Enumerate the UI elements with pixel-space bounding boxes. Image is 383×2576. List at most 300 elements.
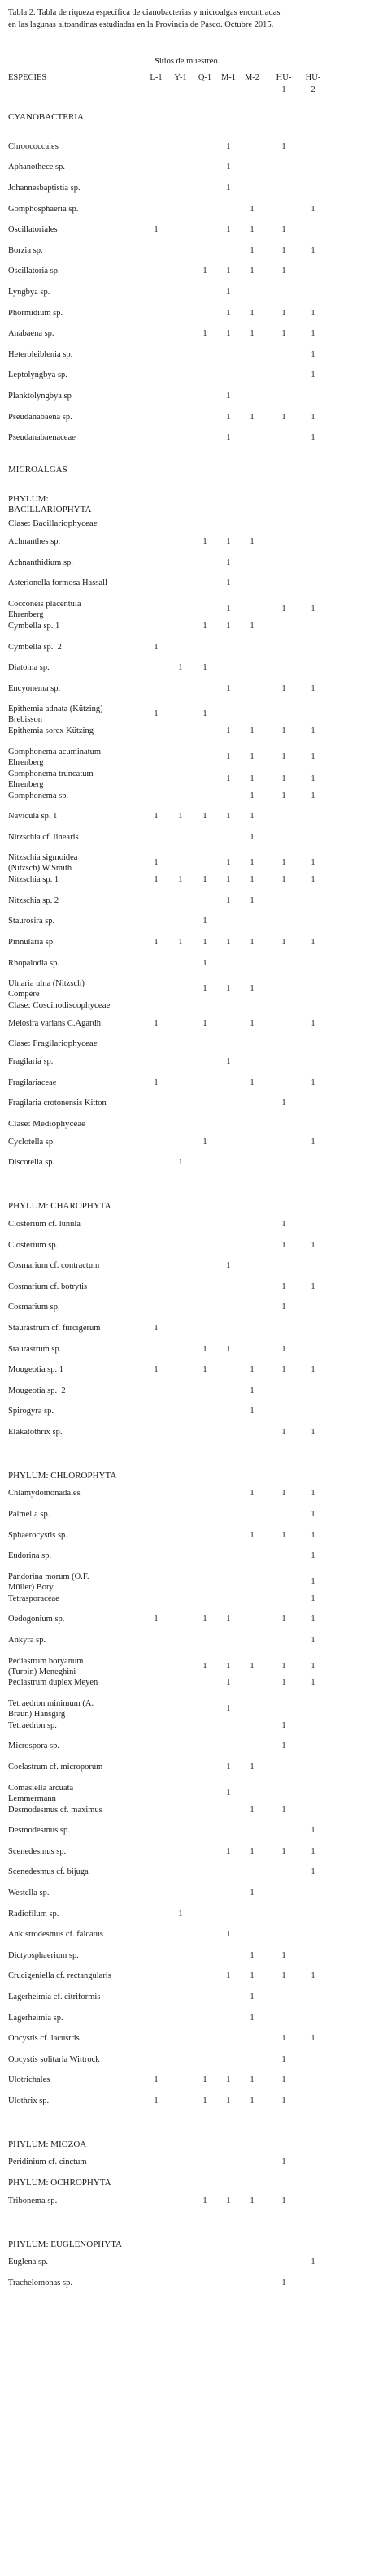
species-name: Discotella sp. bbox=[8, 1158, 55, 1168]
species-name: Planktolyngbya sp bbox=[8, 392, 72, 401]
species-name: Crucigeniella cf. rectangularis bbox=[8, 1971, 111, 1981]
species-name: Tetraedron minimum (A. Braun) Hansgirg bbox=[8, 1699, 94, 1719]
species-name: Pseudanabaenaceae bbox=[8, 433, 76, 443]
presence-mark: 1 bbox=[226, 2096, 231, 2105]
presence-mark: 1 bbox=[311, 1867, 316, 1877]
presence-mark: 1 bbox=[311, 371, 316, 380]
presence-mark: 1 bbox=[226, 858, 231, 868]
presence-mark: 1 bbox=[154, 1365, 159, 1375]
presence-mark: 1 bbox=[226, 184, 231, 193]
presence-mark: 1 bbox=[311, 1078, 316, 1087]
species-name: Gomphonema truncatum Ehrenberg bbox=[8, 769, 94, 789]
presence-mark: 1 bbox=[281, 2196, 286, 2205]
presence-mark: 1 bbox=[250, 896, 255, 905]
presence-mark: 1 bbox=[226, 412, 231, 422]
presence-mark: 1 bbox=[311, 858, 316, 868]
presence-mark: 1 bbox=[281, 2054, 286, 2064]
section-heading: PHYLUM: CHLOROPHYTA bbox=[8, 1470, 117, 1481]
site-column-header: M-2 bbox=[244, 73, 260, 82]
presence-mark: 1 bbox=[178, 938, 183, 948]
presence-mark: 1 bbox=[226, 683, 231, 693]
section-heading: Clase: Fragilariophyceae bbox=[8, 1039, 98, 1049]
species-name: Spirogyra sp. bbox=[8, 1407, 54, 1416]
presence-mark: 1 bbox=[311, 1018, 316, 1028]
presence-mark: 1 bbox=[311, 1635, 316, 1645]
species-name: Nitzschia sp. 1 bbox=[8, 875, 59, 885]
presence-mark: 1 bbox=[154, 875, 159, 885]
species-name: Nitzschia sigmoidea (Nitzsch) W.Smith bbox=[8, 853, 78, 874]
section-heading: PHYLUM: OCHROPHYTA bbox=[8, 2178, 111, 2188]
presence-mark: 1 bbox=[226, 1678, 231, 1688]
presence-mark: 1 bbox=[178, 663, 183, 673]
presence-mark: 1 bbox=[311, 1678, 316, 1688]
section-heading: PHYLUM: MIOZOA bbox=[8, 2139, 87, 2149]
presence-mark: 1 bbox=[281, 1099, 286, 1108]
species-name: Leptolyngbya sp. bbox=[8, 371, 67, 380]
presence-mark: 1 bbox=[226, 1057, 231, 1067]
species-name: Lyngbya sp. bbox=[8, 288, 50, 297]
section-heading: PHYLUM: BACILLARIOPHYTA bbox=[8, 493, 92, 514]
species-name: Oscillatoriales bbox=[8, 225, 58, 235]
presence-mark: 1 bbox=[226, 2075, 231, 2085]
presence-mark: 1 bbox=[281, 141, 286, 151]
species-name: Euglena sp. bbox=[8, 2257, 48, 2267]
species-name: Diatoma sp. bbox=[8, 663, 50, 673]
site-column-header: Q-1 bbox=[198, 73, 212, 82]
species-name: Chlamydomonadales bbox=[8, 1489, 81, 1498]
presence-mark: 1 bbox=[250, 621, 255, 631]
species-name: Pandorina morum (O.F. Müller) Bory bbox=[8, 1572, 89, 1592]
presence-mark: 1 bbox=[281, 1281, 286, 1291]
presence-mark: 1 bbox=[281, 1365, 286, 1375]
species-name: Anabaena sp. bbox=[8, 329, 54, 339]
presence-mark: 1 bbox=[178, 812, 183, 822]
presence-mark: 1 bbox=[281, 1950, 286, 1960]
species-name: Borzia sp. bbox=[8, 245, 43, 255]
species-name: Fragilaria sp. bbox=[8, 1057, 54, 1067]
presence-mark: 1 bbox=[281, 267, 286, 276]
presence-mark: 1 bbox=[281, 1661, 286, 1671]
presence-mark: 1 bbox=[311, 1826, 316, 1836]
presence-mark: 1 bbox=[250, 2075, 255, 2085]
presence-mark: 1 bbox=[226, 225, 231, 235]
presence-mark: 1 bbox=[311, 683, 316, 693]
presence-mark: 1 bbox=[250, 1078, 255, 1087]
presence-mark: 1 bbox=[311, 1661, 316, 1671]
species-name: Cosmarium cf. botrytis bbox=[8, 1281, 88, 1291]
species-name: Fragilariaceae bbox=[8, 1078, 57, 1087]
species-name: Achnanthidium sp. bbox=[8, 557, 73, 567]
presence-mark: 1 bbox=[250, 1386, 255, 1395]
presence-mark: 1 bbox=[226, 896, 231, 905]
presence-mark: 1 bbox=[202, 663, 207, 673]
presence-mark: 1 bbox=[226, 1763, 231, 1772]
presence-mark: 1 bbox=[311, 1240, 316, 1250]
species-name: Lagerheimia cf. citriformis bbox=[8, 1992, 101, 2001]
presence-mark: 1 bbox=[226, 1261, 231, 1271]
sampling-sites-header: Sitios de muestreo bbox=[155, 57, 218, 66]
presence-mark: 1 bbox=[202, 621, 207, 631]
presence-mark: 1 bbox=[250, 812, 255, 822]
species-name: Closterium sp. bbox=[8, 1240, 59, 1250]
presence-mark: 1 bbox=[311, 412, 316, 422]
presence-mark: 1 bbox=[311, 605, 316, 614]
presence-mark: 1 bbox=[311, 1615, 316, 1624]
section-heading: CYANOBACTERIA bbox=[8, 112, 84, 122]
presence-mark: 1 bbox=[178, 875, 183, 885]
species-name: Staurastrum sp. bbox=[8, 1344, 62, 1354]
species-name: Oocystis solitaria Wittrock bbox=[8, 2054, 100, 2064]
presence-mark: 1 bbox=[311, 1971, 316, 1981]
presence-mark: 1 bbox=[154, 1078, 159, 1087]
presence-mark: 1 bbox=[202, 875, 207, 885]
presence-mark: 1 bbox=[250, 984, 255, 994]
species-name: Coelastrum cf. microporum bbox=[8, 1763, 103, 1772]
presence-mark: 1 bbox=[202, 1615, 207, 1624]
species-name: Cosmarium sp. bbox=[8, 1303, 60, 1312]
species-name: Comasiella arcuata Lemmermann bbox=[8, 1783, 74, 1803]
species-name: Closterium cf. lunula bbox=[8, 1219, 81, 1229]
presence-mark: 1 bbox=[250, 1805, 255, 1815]
presence-mark: 1 bbox=[281, 1846, 286, 1856]
species-name: Sphaerocystis sp. bbox=[8, 1530, 67, 1540]
species-name: Cyclotella sp. bbox=[8, 1137, 55, 1147]
species-name: Achnanthes sp. bbox=[8, 537, 61, 547]
species-name: Oocystis cf. lacustris bbox=[8, 2034, 80, 2044]
presence-mark: 1 bbox=[281, 308, 286, 318]
presence-mark: 1 bbox=[154, 1323, 159, 1333]
presence-mark: 1 bbox=[281, 412, 286, 422]
presence-mark: 1 bbox=[311, 726, 316, 736]
presence-mark: 1 bbox=[281, 1971, 286, 1981]
presence-mark: 1 bbox=[311, 1530, 316, 1540]
site-column-header: Y-1 bbox=[174, 73, 187, 82]
presence-mark: 1 bbox=[281, 875, 286, 885]
table-caption: Tabla 2. Tabla de riqueza específica de cianobacterias y microalgas encontradas en las lagunas altoandinas estudiadas en la Provincia de Pasco. Octubre 2015. bbox=[8, 8, 281, 29]
presence-mark: 1 bbox=[281, 1427, 286, 1437]
site-column-header: HU- 2 bbox=[305, 73, 321, 94]
presence-mark: 1 bbox=[250, 752, 255, 761]
species-name: Cocconeis placentula Ehrenberg bbox=[8, 600, 81, 620]
species-name: Radiofilum sp. bbox=[8, 1909, 59, 1919]
presence-mark: 1 bbox=[281, 1344, 286, 1354]
presence-mark: 1 bbox=[311, 875, 316, 885]
presence-mark: 1 bbox=[311, 329, 316, 339]
species-name: Mougeotia sp. 2 bbox=[8, 1386, 66, 1395]
presence-mark: 1 bbox=[281, 1720, 286, 1730]
species-name: Elakatothrix sp. bbox=[8, 1427, 63, 1437]
presence-mark: 1 bbox=[202, 984, 207, 994]
presence-mark: 1 bbox=[202, 1018, 207, 1028]
species-name: Rhopalodia sp. bbox=[8, 958, 59, 968]
presence-mark: 1 bbox=[311, 1551, 316, 1561]
species-name: Palmella sp. bbox=[8, 1510, 50, 1520]
presence-mark: 1 bbox=[226, 288, 231, 297]
species-name: Melosira varians C.Agardh bbox=[8, 1018, 102, 1028]
species-name: Tetraedron sp. bbox=[8, 1720, 57, 1730]
presence-mark: 1 bbox=[281, 1303, 286, 1312]
presence-mark: 1 bbox=[154, 2096, 159, 2105]
species-name: Lagerheimia sp. bbox=[8, 2013, 63, 2023]
species-name: Westella sp. bbox=[8, 1888, 50, 1897]
presence-mark: 1 bbox=[226, 1846, 231, 1856]
presence-mark: 1 bbox=[281, 2075, 286, 2085]
presence-mark: 1 bbox=[281, 1489, 286, 1498]
species-name: Tribonema sp. bbox=[8, 2196, 58, 2205]
presence-mark: 1 bbox=[311, 1489, 316, 1498]
presence-mark: 1 bbox=[202, 958, 207, 968]
section-heading: MICROALGAS bbox=[8, 464, 67, 475]
species-name: Gomphosphaeria sp. bbox=[8, 204, 79, 214]
species-name: Heteroleiblenia sp. bbox=[8, 349, 73, 359]
species-name: Gomphonema acuminatum Ehrenberg bbox=[8, 747, 102, 767]
presence-mark: 1 bbox=[250, 329, 255, 339]
species-name: Ulothrix sp. bbox=[8, 2096, 50, 2105]
presence-mark: 1 bbox=[154, 642, 159, 652]
presence-mark: 1 bbox=[154, 709, 159, 719]
presence-mark: 1 bbox=[250, 412, 255, 422]
presence-mark: 1 bbox=[154, 858, 159, 868]
presence-mark: 1 bbox=[202, 2096, 207, 2105]
species-name: Nitzschia cf. linearis bbox=[8, 832, 79, 842]
presence-mark: 1 bbox=[250, 726, 255, 736]
presence-mark: 1 bbox=[226, 605, 231, 614]
presence-mark: 1 bbox=[250, 2196, 255, 2205]
site-column-header: M-1 bbox=[220, 73, 237, 82]
presence-mark: 1 bbox=[311, 938, 316, 948]
presence-mark: 1 bbox=[154, 1018, 159, 1028]
presence-mark: 1 bbox=[281, 726, 286, 736]
presence-mark: 1 bbox=[281, 2158, 286, 2167]
presence-mark: 1 bbox=[250, 308, 255, 318]
species-name: Microspora sp. bbox=[8, 1741, 59, 1751]
presence-mark: 1 bbox=[281, 774, 286, 783]
presence-mark: 1 bbox=[226, 267, 231, 276]
presence-mark: 1 bbox=[311, 245, 316, 255]
presence-mark: 1 bbox=[178, 1158, 183, 1168]
presence-mark: 1 bbox=[226, 875, 231, 885]
species-name: Ulotrichales bbox=[8, 2075, 50, 2085]
presence-mark: 1 bbox=[311, 2257, 316, 2267]
species-name: Desmodesmus sp. bbox=[8, 1826, 70, 1836]
species-name: Trachelomonas sp. bbox=[8, 2278, 72, 2288]
species-name: Pinnularia sp. bbox=[8, 938, 55, 948]
presence-mark: 1 bbox=[202, 1344, 207, 1354]
section-heading: PHYLUM: CHAROPHYTA bbox=[8, 1201, 111, 1212]
presence-mark: 1 bbox=[281, 1805, 286, 1815]
presence-mark: 1 bbox=[281, 791, 286, 800]
presence-mark: 1 bbox=[281, 1678, 286, 1688]
presence-mark: 1 bbox=[250, 1971, 255, 1981]
section-heading: Clase: Bacillariophyceae bbox=[8, 518, 98, 529]
species-name: Cosmarium cf. contractum bbox=[8, 1261, 100, 1271]
presence-mark: 1 bbox=[250, 1530, 255, 1540]
site-column-header: HU- 1 bbox=[276, 73, 292, 94]
presence-mark: 1 bbox=[281, 245, 286, 255]
presence-mark: 1 bbox=[281, 2034, 286, 2044]
presence-mark: 1 bbox=[178, 1909, 183, 1919]
presence-mark: 1 bbox=[250, 938, 255, 948]
species-name: Navicula sp. 1 bbox=[8, 812, 58, 822]
species-name: Mougeotia sp. 1 bbox=[8, 1365, 63, 1375]
species-name: Encyonema sp. bbox=[8, 683, 61, 693]
presence-mark: 1 bbox=[311, 1281, 316, 1291]
presence-mark: 1 bbox=[250, 245, 255, 255]
presence-mark: 1 bbox=[250, 537, 255, 547]
species-name: Desmodesmus cf. maximus bbox=[8, 1805, 102, 1815]
species-name: Oedogonium sp. bbox=[8, 1615, 65, 1624]
site-column-header: L-1 bbox=[150, 73, 163, 82]
presence-mark: 1 bbox=[281, 752, 286, 761]
presence-mark: 1 bbox=[311, 1137, 316, 1147]
presence-mark: 1 bbox=[202, 917, 207, 926]
presence-mark: 1 bbox=[226, 329, 231, 339]
presence-mark: 1 bbox=[250, 858, 255, 868]
species-name: Nitzschia sp. 2 bbox=[8, 896, 59, 905]
presence-mark: 1 bbox=[311, 2034, 316, 2044]
presence-mark: 1 bbox=[311, 349, 316, 359]
presence-mark: 1 bbox=[202, 329, 207, 339]
presence-mark: 1 bbox=[250, 1846, 255, 1856]
presence-mark: 1 bbox=[250, 832, 255, 842]
presence-mark: 1 bbox=[281, 858, 286, 868]
presence-mark: 1 bbox=[250, 267, 255, 276]
presence-mark: 1 bbox=[311, 1594, 316, 1603]
presence-mark: 1 bbox=[281, 1530, 286, 1540]
presence-mark: 1 bbox=[226, 774, 231, 783]
species-name: Eudorina sp. bbox=[8, 1551, 52, 1561]
presence-mark: 1 bbox=[311, 204, 316, 214]
presence-mark: 1 bbox=[226, 726, 231, 736]
presence-mark: 1 bbox=[281, 1240, 286, 1250]
presence-mark: 1 bbox=[226, 557, 231, 567]
presence-mark: 1 bbox=[281, 1219, 286, 1229]
presence-mark: 1 bbox=[226, 308, 231, 318]
section-heading: PHYLUM: EUGLENOPHYTA bbox=[8, 2239, 122, 2249]
species-name: Tetrasporaceae bbox=[8, 1594, 59, 1603]
species-name: Pediastrum boryanum (Turpin) Meneghini bbox=[8, 1656, 84, 1676]
presence-mark: 1 bbox=[311, 433, 316, 443]
species-name: Cymbella sp. 2 bbox=[8, 642, 62, 652]
species-name: Johannesbaptistia sp. bbox=[8, 184, 81, 193]
presence-mark: 1 bbox=[202, 537, 207, 547]
presence-mark: 1 bbox=[250, 225, 255, 235]
presence-mark: 1 bbox=[250, 1763, 255, 1772]
presence-mark: 1 bbox=[250, 791, 255, 800]
presence-mark: 1 bbox=[250, 2013, 255, 2023]
presence-mark: 1 bbox=[154, 938, 159, 948]
presence-mark: 1 bbox=[226, 2196, 231, 2205]
presence-mark: 1 bbox=[250, 1888, 255, 1897]
presence-mark: 1 bbox=[250, 1018, 255, 1028]
presence-mark: 1 bbox=[250, 2096, 255, 2105]
presence-mark: 1 bbox=[311, 1365, 316, 1375]
presence-mark: 1 bbox=[154, 812, 159, 822]
presence-mark: 1 bbox=[281, 605, 286, 614]
presence-mark: 1 bbox=[250, 1992, 255, 2001]
presence-mark: 1 bbox=[250, 204, 255, 214]
species-name: Scenedesmus cf. bijuga bbox=[8, 1867, 89, 1877]
presence-mark: 1 bbox=[250, 1661, 255, 1671]
presence-mark: 1 bbox=[202, 1365, 207, 1375]
species-name: Pseudanabaena sp. bbox=[8, 412, 72, 422]
presence-mark: 1 bbox=[311, 1510, 316, 1520]
presence-mark: 1 bbox=[281, 938, 286, 948]
presence-mark: 1 bbox=[250, 1489, 255, 1498]
presence-mark: 1 bbox=[226, 984, 231, 994]
species-name: Ankistrodesmus cf. falcatus bbox=[8, 1930, 103, 1940]
presence-mark: 1 bbox=[226, 163, 231, 172]
presence-mark: 1 bbox=[226, 1615, 231, 1624]
species-name: Scenedesmus sp. bbox=[8, 1846, 67, 1856]
presence-mark: 1 bbox=[311, 1427, 316, 1437]
species-name: Chroococcales bbox=[8, 141, 59, 151]
presence-mark: 1 bbox=[202, 2196, 207, 2205]
presence-mark: 1 bbox=[226, 392, 231, 401]
presence-mark: 1 bbox=[311, 1576, 316, 1586]
presence-mark: 1 bbox=[311, 791, 316, 800]
presence-mark: 1 bbox=[226, 537, 231, 547]
species-name: Epithemia adnata (Kützing) Brebisson bbox=[8, 705, 103, 725]
section-heading: Clase: Coscinodiscophyceae bbox=[8, 1000, 111, 1011]
presence-mark: 1 bbox=[202, 2075, 207, 2085]
presence-mark: 1 bbox=[311, 774, 316, 783]
presence-mark: 1 bbox=[250, 1365, 255, 1375]
presence-mark: 1 bbox=[226, 433, 231, 443]
species-name: Ankyra sp. bbox=[8, 1635, 46, 1645]
presence-mark: 1 bbox=[202, 709, 207, 719]
presence-mark: 1 bbox=[281, 2278, 286, 2288]
presence-mark: 1 bbox=[281, 225, 286, 235]
species-name: Oscillatoria sp. bbox=[8, 267, 60, 276]
presence-mark: 1 bbox=[154, 225, 159, 235]
presence-mark: 1 bbox=[226, 752, 231, 761]
presence-mark: 1 bbox=[311, 308, 316, 318]
presence-mark: 1 bbox=[226, 1930, 231, 1940]
species-name: Epithemia sorex Kützing bbox=[8, 726, 94, 736]
species-name: Staurastrum cf. furcigerum bbox=[8, 1323, 101, 1333]
presence-mark: 1 bbox=[226, 141, 231, 151]
presence-mark: 1 bbox=[154, 1615, 159, 1624]
species-name: Gomphonema sp. bbox=[8, 791, 69, 800]
species-name: Fragilaria crotonensis Kitton bbox=[8, 1099, 107, 1108]
presence-mark: 1 bbox=[154, 2075, 159, 2085]
presence-mark: 1 bbox=[226, 1344, 231, 1354]
presence-mark: 1 bbox=[250, 774, 255, 783]
species-name: Dictyosphaerium sp. bbox=[8, 1950, 79, 1960]
species-column-header: ESPECIES bbox=[8, 73, 47, 82]
presence-mark: 1 bbox=[226, 1704, 231, 1713]
presence-mark: 1 bbox=[226, 1661, 231, 1671]
section-heading: Clase: Mediophyceae bbox=[8, 1119, 85, 1130]
species-name: Cymbella sp. 1 bbox=[8, 621, 60, 631]
presence-mark: 1 bbox=[311, 752, 316, 761]
species-name: Ulnaria ulna (Nitzsch) Compère bbox=[8, 979, 85, 1000]
presence-mark: 1 bbox=[250, 875, 255, 885]
species-name: Aphanothece sp. bbox=[8, 163, 65, 172]
presence-mark: 1 bbox=[281, 1615, 286, 1624]
presence-mark: 1 bbox=[281, 683, 286, 693]
species-name: Staurosira sp. bbox=[8, 917, 55, 926]
presence-mark: 1 bbox=[226, 938, 231, 948]
presence-mark: 1 bbox=[250, 1407, 255, 1416]
presence-mark: 1 bbox=[311, 1846, 316, 1856]
presence-mark: 1 bbox=[202, 1661, 207, 1671]
presence-mark: 1 bbox=[202, 1137, 207, 1147]
presence-mark: 1 bbox=[226, 812, 231, 822]
presence-mark: 1 bbox=[226, 621, 231, 631]
presence-mark: 1 bbox=[281, 2096, 286, 2105]
